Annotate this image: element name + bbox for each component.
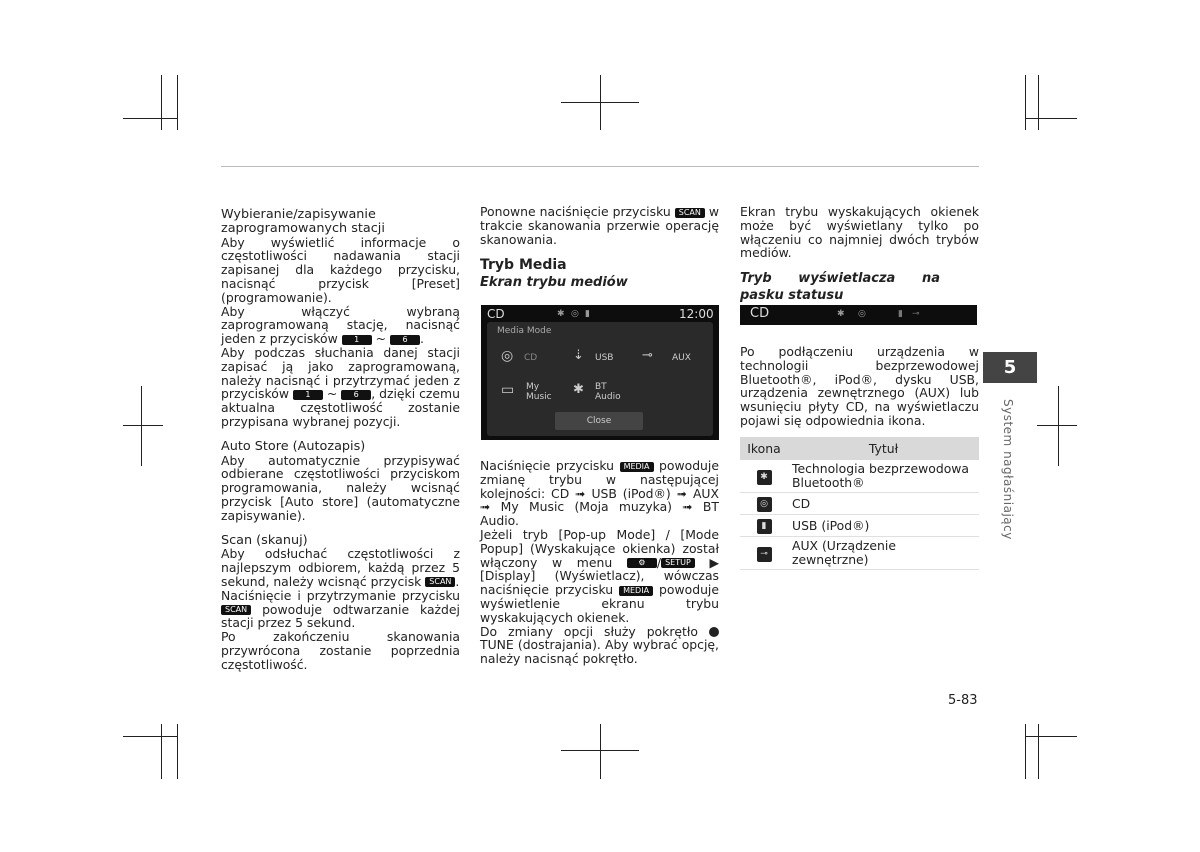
status-source: CD — [750, 306, 770, 321]
status-bar-illustration — [740, 305, 977, 325]
bluetooth-icon: ✱ — [757, 470, 772, 485]
crop-mark — [1058, 386, 1059, 466]
item-aux[interactable]: AUX — [672, 353, 691, 363]
media-screen-illustration — [481, 305, 719, 440]
cd-icon: ◎ — [757, 497, 772, 512]
table-cell: AUX (Urządzenie zewnętrzne) — [788, 537, 979, 570]
close-button[interactable]: Close — [555, 412, 643, 430]
crop-mark — [123, 736, 178, 737]
key-6: 6 — [390, 335, 420, 345]
media-mode-dialog — [487, 322, 713, 436]
crop-mark — [1038, 724, 1039, 779]
crop-mark — [1025, 75, 1026, 130]
crop-mark — [1025, 736, 1077, 737]
tune-knob-icon — [709, 627, 719, 637]
table-cell: Technologia bezprzewodowa Bluetooth® — [788, 460, 979, 493]
key-1: 1 — [342, 335, 372, 345]
usb-icon: ▮ — [585, 309, 590, 319]
heading-media: Tryb Media — [480, 257, 567, 274]
key-scan: SCAN — [221, 605, 251, 615]
aux-icon: ⊸ — [912, 309, 920, 319]
crop-mark — [1037, 425, 1077, 426]
screen-source: CD — [487, 307, 505, 321]
heading-autostore: Auto Store (Autozapis) — [221, 438, 366, 454]
aux-icon: ⊸ — [757, 547, 772, 562]
subheading-status-bar: Tryb wyświetlacza na pasku statusu — [740, 271, 940, 304]
key-media: MEDIA — [620, 462, 654, 472]
chapter-tab: 5 — [983, 352, 1037, 383]
crop-mark — [141, 386, 142, 466]
paragraph: Aby automatycznie przypisywać odbierane częstotliwości przyciskom programowania, należy wcisnąć przycisk [Auto store] (automatyczne zapisywanie). — [221, 452, 460, 523]
table-row — [740, 460, 979, 493]
item-bt-audio[interactable]: BT Audio — [595, 382, 621, 402]
item-usb[interactable]: USB — [595, 353, 614, 363]
column-2-lower — [480, 459, 719, 666]
aux-icon: ⊸ — [642, 348, 653, 363]
paragraph: Naciśnięcie przycisku MEDIA powoduje zmianę trybu w następującej kolejności: CD ➟ USB (iPod®) ➟ AUX ➟ My Music (Moja muzyka) ➟ BT Audio. — [480, 458, 719, 529]
column-3-lower — [740, 345, 979, 428]
paragraph: Aby wyświetlić informacje o częstotliwości nadawania stacji zapisanej dla każdego przycisku, nacisnąć przycisk [Preset] (programowanie). — [221, 234, 460, 305]
column-2 — [480, 205, 719, 291]
column-1 — [221, 208, 460, 672]
paragraph: Po zakończeniu skanowania przywrócona zostanie poprzednia częstotliwość. — [221, 629, 460, 672]
crop-mark — [600, 724, 601, 779]
paragraph: Po podłączeniu urządzenia w technologii bezprzewodowej Bluetooth®, iPod®, dysku USB, urządzenia zewnętrznego (AUX) lub wsunięciu płyty CD, na wyświetlaczu pojawi się odpowiednia ikona. — [740, 344, 979, 428]
crop-mark — [1025, 118, 1077, 119]
cd-icon: ◎ — [571, 309, 579, 319]
screen-clock: 12:00 — [679, 307, 714, 321]
key-media: MEDIA — [619, 586, 653, 596]
paragraph: Do zmiany opcji służy pokrętło TUNE (dostrajania). Aby wybrać opcję, należy nacisnąć pokrętło. — [480, 623, 719, 667]
key-gear: ⚙ — [627, 558, 657, 568]
cd-icon: ◎ — [501, 348, 514, 364]
usb-icon: ⇣ — [573, 348, 584, 363]
header-rule — [221, 166, 979, 167]
subheading-media-screen: Ekran trybu mediów — [480, 275, 628, 291]
table-row — [740, 515, 979, 537]
table-row — [740, 537, 979, 570]
heading-preset: Wybieranie/zapisywanie zaprogramowanych stacji — [221, 207, 385, 236]
bluetooth-icon: ✱ — [837, 309, 845, 319]
paragraph: Ekran trybu wyskakujących okienek może być wyświetlany tylko po włączeniu co najmniej dwóch trybów mediów. — [740, 204, 979, 261]
crop-mark — [561, 102, 639, 103]
crop-mark — [161, 75, 162, 130]
key-scan: SCAN — [675, 208, 705, 218]
key-scan: SCAN — [425, 577, 455, 587]
crop-mark — [161, 724, 162, 779]
crop-mark — [123, 118, 178, 119]
item-cd[interactable]: CD — [524, 353, 538, 363]
paragraph: Aby włączyć wybraną zaprogramowaną stację, nacisnąć jeden z przycisków 1 ~ 6 . — [221, 303, 460, 347]
column-3 — [740, 205, 979, 304]
usb-icon: ▮ — [898, 309, 903, 319]
crop-mark — [1025, 724, 1026, 779]
crop-mark — [177, 75, 178, 130]
paragraph: Ponowne naciśnięcie przycisku SCAN w trakcie skanowania przerwie operację skanowania. — [480, 204, 719, 247]
item-my-music[interactable]: My Music — [526, 382, 552, 402]
paragraph: Jeżeli tryb [Pop-up Mode] / [Mode Popup] (Wyskakujące okienka) został włączony w menu ⚙ / SETUP ▶ [Display] (Wyświetlacz), wówczas naciśnięcie przycisku MEDIA powoduje wyświetlenie ekranu trybu wyskakujących okienek. — [480, 526, 719, 625]
table-cell: CD — [788, 493, 979, 515]
crop-mark — [177, 724, 178, 779]
table-row — [740, 493, 979, 515]
chapter-title: System nagłaśniający — [1001, 399, 1015, 540]
key-6: 6 — [341, 390, 371, 400]
key-setup: SETUP — [661, 558, 695, 568]
usb-icon: ▮ — [757, 519, 772, 534]
paragraph: Aby podczas słuchania danej stacji zapisać ją jako zaprogramowaną, należy nacisnąć i przytrzymać jeden z przycisków 1 ~ 6 , dzięki czemu aktualna częstotliwość zostanie przypisana wybranej pozycji. — [221, 344, 460, 429]
paragraph: Naciśnięcie i przytrzymanie przycisku SCAN powoduje odtwarzanie każdej stacji przez 5 sekund. — [221, 587, 460, 631]
page-number: 5-83 — [948, 693, 978, 708]
table-cell: USB (iPod®) — [788, 515, 979, 537]
crop-mark — [123, 425, 163, 426]
crop-mark — [561, 750, 639, 751]
paragraph: Aby odsłuchać częstotliwości z najlepszym odbiorem, każdą przez 5 sekund, należy wcisnąć przycisk SCAN . — [221, 546, 460, 589]
bluetooth-icon: ✱ — [557, 309, 565, 319]
folder-icon: ▭ — [501, 382, 515, 398]
cd-icon: ◎ — [858, 309, 866, 319]
crop-mark — [1038, 75, 1039, 130]
dialog-title: Media Mode — [497, 326, 552, 336]
heading-scan: Scan (skanuj) — [221, 532, 308, 548]
bluetooth-icon: ✱ — [573, 382, 584, 397]
table-header: Tytuł — [788, 437, 979, 460]
key-1: 1 — [293, 390, 323, 400]
table-header: Ikona — [740, 437, 788, 460]
icon-table — [740, 437, 979, 570]
